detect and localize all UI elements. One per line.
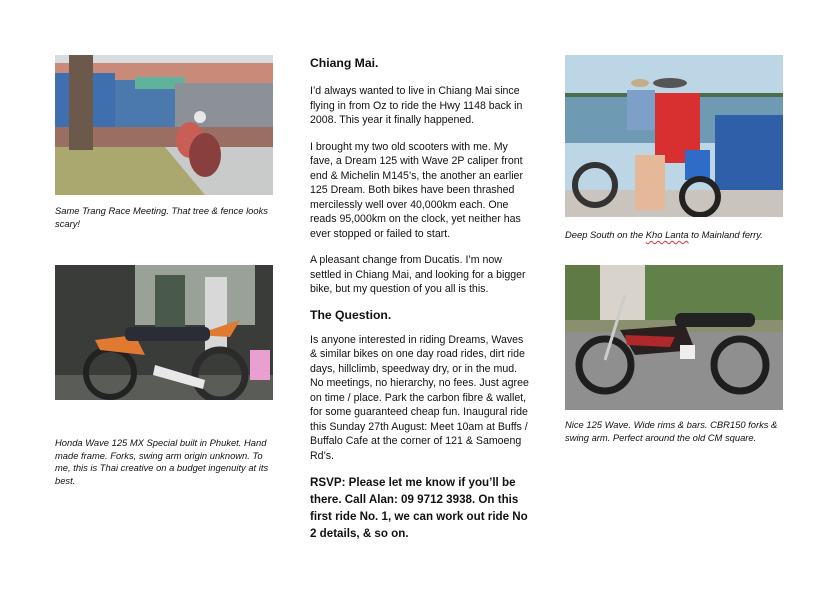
paragraph-scooters: I brought my two old scooters with me. My fave, a Dream 125 with Wave 2P caliper front end & Michelin M145’s, the another an earlier 125 Dream. Both bikes have been thrashed mercilessly well over 40,000km each. One reads 95,000km on the clock, yet neither has ever stopped or failed to start. [310, 140, 523, 240]
ferry-photo [565, 55, 783, 217]
ferry-caption-post: to Mainland ferry. [688, 229, 763, 240]
ferry-caption [565, 229, 790, 242]
mx-special-photo [55, 265, 273, 400]
question-text: Is anyone interested in riding Dreams, Waves & similar bikes on one day road rides, dirt ride days, hillclimb, speedway dry, or in the mud. No meetings, no hierarchy, no fees. Just agree on time / place. Park the carbon fibre & wallet, for some guaranteed cheap fun. Inaugural ride this Sunday 27th August: Meet 10am at Buffs / Buffalo Cafe at the corner of 121 & Samoeng Rd’s. [310, 333, 529, 462]
race-meeting-photo [55, 55, 273, 195]
mx-special-caption: Honda Wave 125 MX Special built in Phuket. Hand made frame. Forks, swing arm origin unknown. To me, this is Thai creative on a budget ingenuity at its best. [55, 437, 269, 486]
article-body [310, 55, 532, 542]
rsvp-text: RSVP: Please let me know if you’ll be there. Call Alan: 09 9712 3938. On this first ride No. 1, we can work out ride No 2 details, & so on. [310, 476, 528, 540]
article-title: Chiang Mai. [310, 56, 379, 70]
wave-125-photo [565, 265, 783, 410]
ferry-caption-pre: Deep South on the [565, 229, 646, 240]
paragraph-intro: I’d always wanted to live in Chiang Mai since flying in from Oz to ride the Hwy 1148 back in 2008. This year it finally happened. [310, 85, 523, 126]
ferry-caption-place: Kho Lanta [645, 229, 689, 240]
wave-125-caption: Nice 125 Wave. Wide rims & bars. CBR150 forks & swing arm. Perfect around the old CM square. [565, 419, 778, 443]
question-heading: The Question. [310, 307, 392, 322]
paragraph-ducatis: A pleasant change from Ducatis. I’m now settled in Chiang Mai, and looking for a bigger bike, but my question of you all is this. [310, 254, 526, 295]
race-meeting-caption: Same Trang Race Meeting. That tree & fence looks scary! [55, 205, 268, 229]
